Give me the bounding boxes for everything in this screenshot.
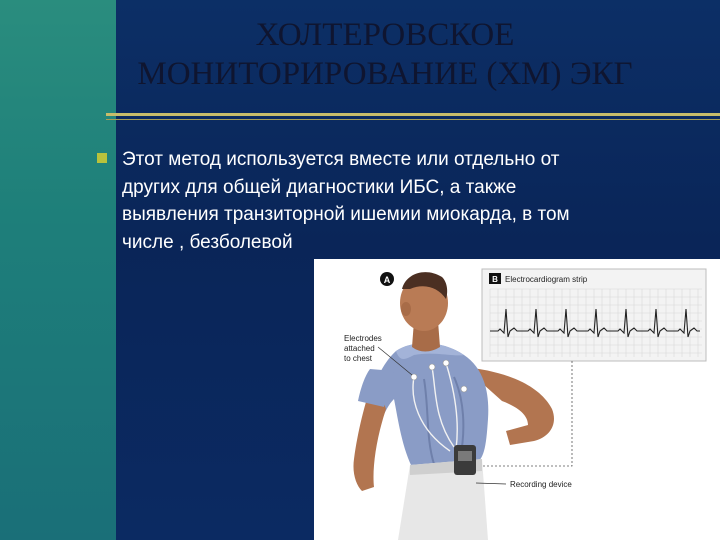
- panel-a-badge-text: A: [383, 275, 391, 285]
- electrodes-label-line3: to chest: [344, 354, 373, 363]
- bullet-line: Этот метод используется вместе или отдельно от: [122, 149, 560, 170]
- bullet-square-icon: [97, 153, 107, 163]
- holter-illustration: [314, 259, 720, 540]
- recording-device-label: Recording device: [510, 480, 572, 489]
- electrodes-label-line2: attached: [344, 344, 375, 353]
- bullet-line: числе , безболевой: [122, 231, 293, 253]
- panel-b-badge-text: B: [492, 275, 498, 284]
- title-divider-thin: [106, 119, 720, 120]
- holter-illustration-svg: [314, 259, 720, 540]
- slide-title: [60, 16, 710, 94]
- bullet-text: [122, 146, 712, 256]
- electrodes-label-line1: Electrodes: [344, 334, 382, 343]
- bullet-line: других для общей диагностики ИБС, а также: [122, 176, 517, 198]
- ecg-strip-label: Electrocardiogram strip: [505, 275, 588, 284]
- title-line-1: ХОЛТЕРОВСКОЕ: [255, 17, 515, 53]
- recording-device-icon: [454, 445, 476, 475]
- bullet-line: выявления транзиторной ишемии миокарда, в том: [122, 204, 570, 225]
- title-line-2: МОНИТОРИРОВАНИЕ (ХМ) ЭКГ: [137, 56, 633, 92]
- title-divider: [106, 113, 720, 116]
